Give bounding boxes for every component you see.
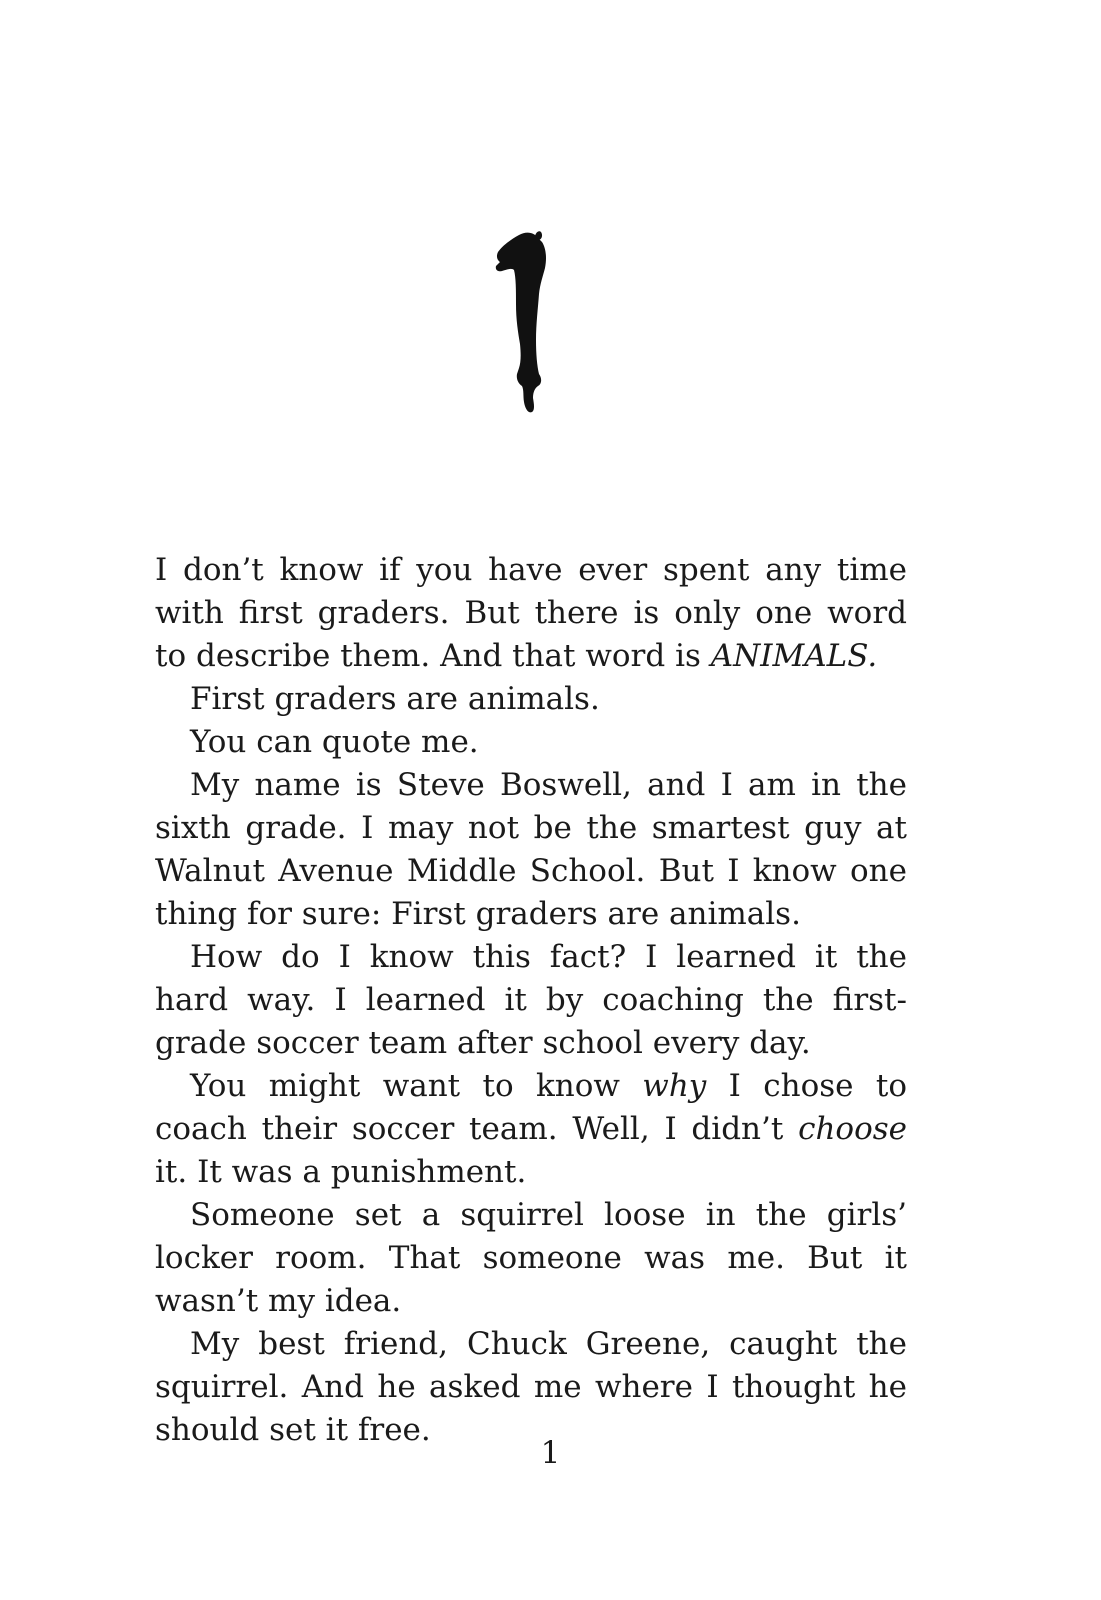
text-run: it. It was a punishment.	[155, 1154, 527, 1190]
italic-text: choose	[798, 1111, 907, 1147]
text-run: My best friend, Chuck Greene, caught the squirrel. And he asked me where I thought he should set it free.	[155, 1326, 907, 1448]
text-run: You might want to know	[190, 1068, 643, 1104]
text-run: First graders are animals.	[190, 681, 600, 717]
paragraph	[155, 678, 907, 721]
paragraph	[155, 936, 907, 1065]
chapter-body	[155, 549, 907, 1452]
text-run: How do I know this fact? I learned it the hard way. I learned it by coaching the first-grade soccer team after school every day.	[155, 939, 907, 1061]
text-run: Someone set a squirrel loose in the girls’ locker room. That someone was me. But it wasn’t my idea.	[155, 1197, 907, 1319]
chapter-number-glyph	[490, 228, 554, 424]
paragraph	[155, 1065, 907, 1194]
italic-text: why	[642, 1068, 707, 1104]
paragraph	[155, 764, 907, 936]
text-run: I chose to coach their soccer team. Well, I didn’t	[155, 1068, 907, 1147]
text-run: You can quote me.	[190, 724, 479, 760]
chapter-number	[490, 228, 554, 424]
page-number: 1	[540, 1435, 561, 1471]
italic-text: ANIMALS.	[710, 638, 878, 674]
paragraph	[155, 721, 907, 764]
text-run: I don’t know if you have ever spent any time with first graders. But there is only one word to describe them. And that word is	[155, 552, 907, 674]
paragraph	[155, 549, 907, 678]
paragraph	[155, 1194, 907, 1323]
text-run: My name is Steve Boswell, and I am in the sixth grade. I may not be the smartest guy at Walnut Avenue Middle School. But I know one thing for sure: First graders are animals.	[155, 767, 907, 932]
